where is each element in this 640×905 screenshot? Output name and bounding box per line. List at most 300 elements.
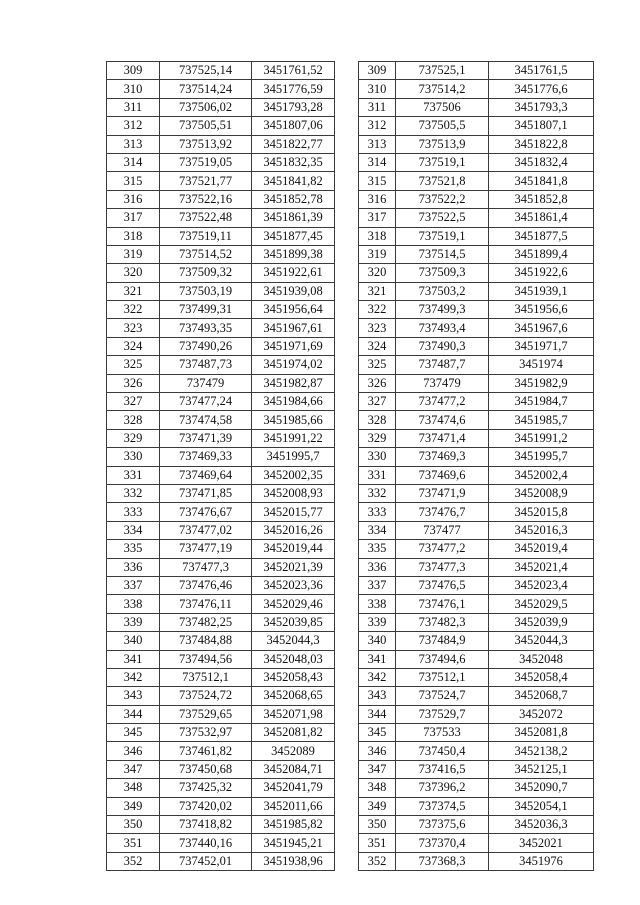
table-row (359, 411, 594, 429)
right-table-body (359, 62, 594, 871)
x-coordinate-cell: 737529,65 (160, 705, 252, 723)
y-coordinate-cell: 3451899,38 (252, 245, 335, 263)
table-row (107, 576, 335, 594)
point-number-cell: 324 (359, 337, 396, 355)
x-coordinate-cell: 737519,1 (396, 227, 489, 245)
x-coordinate-cell: 737484,9 (396, 632, 489, 650)
point-number-cell: 313 (359, 135, 396, 153)
y-coordinate-cell: 3452008,93 (252, 484, 335, 502)
table-row (359, 576, 594, 594)
point-number-cell: 325 (107, 356, 160, 374)
point-number-cell: 324 (107, 337, 160, 355)
table-row (107, 742, 335, 760)
table-row (107, 613, 335, 631)
y-coordinate-cell: 3451976 (489, 852, 594, 870)
x-coordinate-cell: 737471,9 (396, 484, 489, 502)
y-coordinate-cell: 3451991,2 (489, 429, 594, 447)
y-coordinate-cell: 3452072 (489, 705, 594, 723)
table-row (359, 153, 594, 171)
x-coordinate-cell: 737509,3 (396, 264, 489, 282)
point-number-cell: 351 (359, 834, 396, 852)
x-coordinate-cell: 737368,3 (396, 852, 489, 870)
y-coordinate-cell: 3451971,69 (252, 337, 335, 355)
y-coordinate-cell: 3451985,7 (489, 411, 594, 429)
x-coordinate-cell: 737487,7 (396, 356, 489, 374)
x-coordinate-cell: 737474,58 (160, 411, 252, 429)
x-coordinate-cell: 737469,3 (396, 448, 489, 466)
y-coordinate-cell: 3452084,71 (252, 760, 335, 778)
table-row (107, 374, 335, 392)
x-coordinate-cell: 737471,4 (396, 429, 489, 447)
y-coordinate-cell: 3451974,02 (252, 356, 335, 374)
y-coordinate-cell: 3452002,35 (252, 466, 335, 484)
y-coordinate-cell: 3451861,39 (252, 209, 335, 227)
y-coordinate-cell: 3452048,03 (252, 650, 335, 668)
point-number-cell: 318 (359, 227, 396, 245)
y-coordinate-cell: 3452071,98 (252, 705, 335, 723)
y-coordinate-cell: 3452016,3 (489, 521, 594, 539)
point-number-cell: 349 (359, 797, 396, 815)
y-coordinate-cell: 3452015,8 (489, 503, 594, 521)
table-row (107, 558, 335, 576)
y-coordinate-cell: 3452036,3 (489, 816, 594, 834)
y-coordinate-cell: 3451776,6 (489, 80, 594, 98)
x-coordinate-cell: 737469,64 (160, 466, 252, 484)
point-number-cell: 331 (107, 466, 160, 484)
point-number-cell: 342 (359, 668, 396, 686)
point-number-cell: 343 (359, 687, 396, 705)
y-coordinate-cell: 3451832,4 (489, 153, 594, 171)
point-number-cell: 316 (359, 190, 396, 208)
point-number-cell: 319 (359, 245, 396, 263)
y-coordinate-cell: 3452002,4 (489, 466, 594, 484)
y-coordinate-cell: 3451861,4 (489, 209, 594, 227)
y-coordinate-cell: 3451991,22 (252, 429, 335, 447)
x-coordinate-cell: 737477 (396, 521, 489, 539)
y-coordinate-cell: 3452081,82 (252, 724, 335, 742)
y-coordinate-cell: 3451807,06 (252, 117, 335, 135)
y-coordinate-cell: 3452015,77 (252, 503, 335, 521)
x-coordinate-cell: 737525,14 (160, 62, 252, 80)
table-row (359, 172, 594, 190)
y-coordinate-cell: 3452029,46 (252, 595, 335, 613)
table-row (107, 429, 335, 447)
y-coordinate-cell: 3452081,8 (489, 724, 594, 742)
x-coordinate-cell: 737476,67 (160, 503, 252, 521)
x-coordinate-cell: 737506,02 (160, 98, 252, 116)
point-number-cell: 326 (107, 374, 160, 392)
table-row (107, 337, 335, 355)
point-number-cell: 313 (107, 135, 160, 153)
point-number-cell: 311 (359, 98, 396, 116)
y-coordinate-cell: 3451852,8 (489, 190, 594, 208)
point-number-cell: 314 (359, 153, 396, 171)
table-row (107, 687, 335, 705)
table-row (359, 62, 594, 80)
table-row (107, 393, 335, 411)
table-row (359, 687, 594, 705)
table-row (107, 209, 335, 227)
x-coordinate-cell: 737482,25 (160, 613, 252, 631)
x-coordinate-cell: 737494,56 (160, 650, 252, 668)
x-coordinate-cell: 737479 (396, 374, 489, 392)
x-coordinate-cell: 737514,5 (396, 245, 489, 263)
point-number-cell: 319 (107, 245, 160, 263)
table-row (359, 668, 594, 686)
x-coordinate-cell: 737476,46 (160, 576, 252, 594)
y-coordinate-cell: 3452090,7 (489, 779, 594, 797)
x-coordinate-cell: 737519,1 (396, 153, 489, 171)
table-row (107, 779, 335, 797)
x-coordinate-cell: 737476,1 (396, 595, 489, 613)
point-number-cell: 342 (107, 668, 160, 686)
point-number-cell: 346 (107, 742, 160, 760)
point-number-cell: 350 (359, 816, 396, 834)
y-coordinate-cell: 3452019,4 (489, 540, 594, 558)
y-coordinate-cell: 3451967,6 (489, 319, 594, 337)
x-coordinate-cell: 737370,4 (396, 834, 489, 852)
y-coordinate-cell: 3451995,7 (489, 448, 594, 466)
table-row (107, 411, 335, 429)
table-row (359, 760, 594, 778)
x-coordinate-cell: 737506 (396, 98, 489, 116)
y-coordinate-cell: 3452089 (252, 742, 335, 760)
x-coordinate-cell: 737524,72 (160, 687, 252, 705)
table-row (359, 816, 594, 834)
point-number-cell: 332 (107, 484, 160, 502)
table-row (359, 356, 594, 374)
table-row (359, 301, 594, 319)
x-coordinate-cell: 737440,16 (160, 834, 252, 852)
table-row (359, 227, 594, 245)
table-row (107, 227, 335, 245)
y-coordinate-cell: 3452019,44 (252, 540, 335, 558)
x-coordinate-cell: 737452,01 (160, 852, 252, 870)
right-coordinate-table (358, 61, 594, 871)
table-row (107, 264, 335, 282)
point-number-cell: 316 (107, 190, 160, 208)
point-number-cell: 321 (359, 282, 396, 300)
x-coordinate-cell: 737482,3 (396, 613, 489, 631)
point-number-cell: 345 (107, 724, 160, 742)
point-number-cell: 348 (107, 779, 160, 797)
point-number-cell: 312 (359, 117, 396, 135)
table-row (359, 521, 594, 539)
table-row (359, 98, 594, 116)
x-coordinate-cell: 737477,2 (396, 540, 489, 558)
point-number-cell: 348 (359, 779, 396, 797)
y-coordinate-cell: 3451984,7 (489, 393, 594, 411)
y-coordinate-cell: 3451982,9 (489, 374, 594, 392)
x-coordinate-cell: 737418,82 (160, 816, 252, 834)
x-coordinate-cell: 737484,88 (160, 632, 252, 650)
y-coordinate-cell: 3451974 (489, 356, 594, 374)
y-coordinate-cell: 3452021,4 (489, 558, 594, 576)
x-coordinate-cell: 737503,19 (160, 282, 252, 300)
table-row (107, 816, 335, 834)
x-coordinate-cell: 737493,4 (396, 319, 489, 337)
point-number-cell: 333 (107, 503, 160, 521)
point-number-cell: 323 (107, 319, 160, 337)
point-number-cell: 326 (359, 374, 396, 392)
y-coordinate-cell: 3452023,36 (252, 576, 335, 594)
x-coordinate-cell: 737519,11 (160, 227, 252, 245)
table-row (107, 319, 335, 337)
y-coordinate-cell: 3451793,28 (252, 98, 335, 116)
table-row (107, 650, 335, 668)
y-coordinate-cell: 3451761,52 (252, 62, 335, 80)
y-coordinate-cell: 3451877,5 (489, 227, 594, 245)
point-number-cell: 339 (359, 613, 396, 631)
table-row (359, 613, 594, 631)
y-coordinate-cell: 3452068,7 (489, 687, 594, 705)
x-coordinate-cell: 737519,05 (160, 153, 252, 171)
table-row (359, 135, 594, 153)
x-coordinate-cell: 737416,5 (396, 760, 489, 778)
y-coordinate-cell: 3451985,82 (252, 816, 335, 834)
y-coordinate-cell: 3451967,61 (252, 319, 335, 337)
y-coordinate-cell: 3451761,5 (489, 62, 594, 80)
point-number-cell: 329 (107, 429, 160, 447)
y-coordinate-cell: 3451841,82 (252, 172, 335, 190)
point-number-cell: 309 (107, 62, 160, 80)
point-number-cell: 330 (359, 448, 396, 466)
x-coordinate-cell: 737505,51 (160, 117, 252, 135)
x-coordinate-cell: 737514,24 (160, 80, 252, 98)
y-coordinate-cell: 3452011,66 (252, 797, 335, 815)
point-number-cell: 336 (107, 558, 160, 576)
table-row (107, 466, 335, 484)
y-coordinate-cell: 3452023,4 (489, 576, 594, 594)
x-coordinate-cell: 737477,2 (396, 393, 489, 411)
y-coordinate-cell: 3452044,3 (489, 632, 594, 650)
point-number-cell: 337 (359, 576, 396, 594)
point-number-cell: 309 (359, 62, 396, 80)
point-number-cell: 311 (107, 98, 160, 116)
x-coordinate-cell: 737494,6 (396, 650, 489, 668)
x-coordinate-cell: 737420,02 (160, 797, 252, 815)
point-number-cell: 347 (107, 760, 160, 778)
point-number-cell: 341 (107, 650, 160, 668)
x-coordinate-cell: 737532,97 (160, 724, 252, 742)
point-number-cell: 335 (359, 540, 396, 558)
table-row (107, 135, 335, 153)
point-number-cell: 340 (359, 632, 396, 650)
point-number-cell: 321 (107, 282, 160, 300)
y-coordinate-cell: 3452125,1 (489, 760, 594, 778)
x-coordinate-cell: 737499,3 (396, 301, 489, 319)
y-coordinate-cell: 3452048 (489, 650, 594, 668)
table-row (359, 282, 594, 300)
x-coordinate-cell: 737522,5 (396, 209, 489, 227)
table-row (359, 852, 594, 870)
table-row (107, 98, 335, 116)
x-coordinate-cell: 737477,24 (160, 393, 252, 411)
point-number-cell: 347 (359, 760, 396, 778)
point-number-cell: 339 (107, 613, 160, 631)
x-coordinate-cell: 737529,7 (396, 705, 489, 723)
table-row (359, 337, 594, 355)
y-coordinate-cell: 3451877,45 (252, 227, 335, 245)
table-row (359, 705, 594, 723)
x-coordinate-cell: 737522,16 (160, 190, 252, 208)
x-coordinate-cell: 737503,2 (396, 282, 489, 300)
table-row (107, 153, 335, 171)
table-row (359, 595, 594, 613)
y-coordinate-cell: 3452058,4 (489, 668, 594, 686)
point-number-cell: 346 (359, 742, 396, 760)
y-coordinate-cell: 3452054,1 (489, 797, 594, 815)
y-coordinate-cell: 3451841,8 (489, 172, 594, 190)
x-coordinate-cell: 737509,32 (160, 264, 252, 282)
x-coordinate-cell: 737521,8 (396, 172, 489, 190)
table-row (359, 484, 594, 502)
table-row (359, 264, 594, 282)
point-number-cell: 336 (359, 558, 396, 576)
point-number-cell: 334 (359, 521, 396, 539)
point-number-cell: 323 (359, 319, 396, 337)
point-number-cell: 345 (359, 724, 396, 742)
point-number-cell: 327 (359, 393, 396, 411)
point-number-cell: 310 (107, 80, 160, 98)
x-coordinate-cell: 737477,3 (396, 558, 489, 576)
x-coordinate-cell: 737450,68 (160, 760, 252, 778)
table-row (359, 448, 594, 466)
table-row (107, 301, 335, 319)
point-number-cell: 320 (359, 264, 396, 282)
y-coordinate-cell: 3451922,6 (489, 264, 594, 282)
y-coordinate-cell: 3452021,39 (252, 558, 335, 576)
table-row (359, 374, 594, 392)
table-row (107, 540, 335, 558)
table-row (107, 245, 335, 263)
x-coordinate-cell: 737469,6 (396, 466, 489, 484)
point-number-cell: 343 (107, 687, 160, 705)
x-coordinate-cell: 737374,5 (396, 797, 489, 815)
y-coordinate-cell: 3452029,5 (489, 595, 594, 613)
x-coordinate-cell: 737512,1 (160, 668, 252, 686)
x-coordinate-cell: 737505,5 (396, 117, 489, 135)
table-row (107, 356, 335, 374)
y-coordinate-cell: 3451985,66 (252, 411, 335, 429)
x-coordinate-cell: 737525,1 (396, 62, 489, 80)
table-row (359, 834, 594, 852)
point-number-cell: 314 (107, 153, 160, 171)
table-row (107, 521, 335, 539)
point-number-cell: 334 (107, 521, 160, 539)
x-coordinate-cell: 737522,48 (160, 209, 252, 227)
x-coordinate-cell: 737512,1 (396, 668, 489, 686)
table-row (359, 429, 594, 447)
point-number-cell: 310 (359, 80, 396, 98)
x-coordinate-cell: 737490,3 (396, 337, 489, 355)
x-coordinate-cell: 737476,7 (396, 503, 489, 521)
table-row (107, 448, 335, 466)
left-coordinate-table (106, 61, 335, 871)
point-number-cell: 312 (107, 117, 160, 135)
y-coordinate-cell: 3451822,77 (252, 135, 335, 153)
x-coordinate-cell: 737513,9 (396, 135, 489, 153)
x-coordinate-cell: 737471,85 (160, 484, 252, 502)
x-coordinate-cell: 737477,02 (160, 521, 252, 539)
y-coordinate-cell: 3452016,26 (252, 521, 335, 539)
y-coordinate-cell: 3451984,66 (252, 393, 335, 411)
table-row (107, 852, 335, 870)
y-coordinate-cell: 3452041,79 (252, 779, 335, 797)
y-coordinate-cell: 3451922,61 (252, 264, 335, 282)
table-row (359, 245, 594, 263)
y-coordinate-cell: 3452021 (489, 834, 594, 852)
x-coordinate-cell: 737490,26 (160, 337, 252, 355)
point-number-cell: 349 (107, 797, 160, 815)
point-number-cell: 338 (107, 595, 160, 613)
point-number-cell: 344 (107, 705, 160, 723)
point-number-cell: 318 (107, 227, 160, 245)
y-coordinate-cell: 3452068,65 (252, 687, 335, 705)
x-coordinate-cell: 737522,2 (396, 190, 489, 208)
y-coordinate-cell: 3451807,1 (489, 117, 594, 135)
x-coordinate-cell: 737513,92 (160, 135, 252, 153)
point-number-cell: 332 (359, 484, 396, 502)
point-number-cell: 320 (107, 264, 160, 282)
x-coordinate-cell: 737493,35 (160, 319, 252, 337)
y-coordinate-cell: 3451822,8 (489, 135, 594, 153)
point-number-cell: 328 (107, 411, 160, 429)
table-row (359, 779, 594, 797)
y-coordinate-cell: 3451899,4 (489, 245, 594, 263)
point-number-cell: 330 (107, 448, 160, 466)
point-number-cell: 315 (107, 172, 160, 190)
y-coordinate-cell: 3451995,7 (252, 448, 335, 466)
table-row (359, 632, 594, 650)
x-coordinate-cell: 737474,6 (396, 411, 489, 429)
y-coordinate-cell: 3451971,7 (489, 337, 594, 355)
y-coordinate-cell: 3451956,64 (252, 301, 335, 319)
table-row (107, 632, 335, 650)
point-number-cell: 322 (359, 301, 396, 319)
x-coordinate-cell: 737375,6 (396, 816, 489, 834)
table-row (107, 172, 335, 190)
x-coordinate-cell: 737476,5 (396, 576, 489, 594)
y-coordinate-cell: 3452138,2 (489, 742, 594, 760)
x-coordinate-cell: 737477,19 (160, 540, 252, 558)
point-number-cell: 351 (107, 834, 160, 852)
x-coordinate-cell: 737514,2 (396, 80, 489, 98)
point-number-cell: 333 (359, 503, 396, 521)
point-number-cell: 317 (107, 209, 160, 227)
y-coordinate-cell: 3452039,85 (252, 613, 335, 631)
x-coordinate-cell: 737524,7 (396, 687, 489, 705)
table-row (107, 117, 335, 135)
table-row (107, 190, 335, 208)
x-coordinate-cell: 737521,77 (160, 172, 252, 190)
x-coordinate-cell: 737476,11 (160, 595, 252, 613)
table-row (359, 190, 594, 208)
table-row (107, 484, 335, 502)
y-coordinate-cell: 3451945,21 (252, 834, 335, 852)
y-coordinate-cell: 3452008,9 (489, 484, 594, 502)
point-number-cell: 352 (107, 852, 160, 870)
point-number-cell: 325 (359, 356, 396, 374)
table-row (107, 797, 335, 815)
y-coordinate-cell: 3452039,9 (489, 613, 594, 631)
y-coordinate-cell: 3451852,78 (252, 190, 335, 208)
point-number-cell: 329 (359, 429, 396, 447)
table-row (107, 724, 335, 742)
y-coordinate-cell: 3451793,3 (489, 98, 594, 116)
table-row (107, 62, 335, 80)
table-row (359, 466, 594, 484)
